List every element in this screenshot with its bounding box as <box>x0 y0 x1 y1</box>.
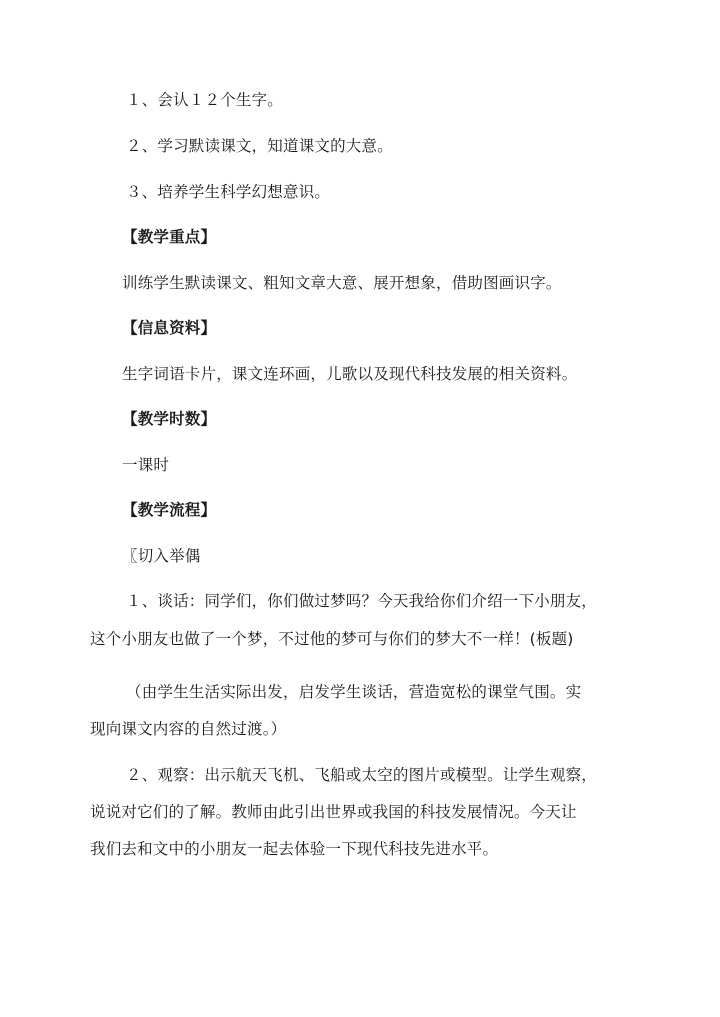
objective-1: １、会认１２个生字。 <box>126 91 284 109</box>
step2-line1: ２、观察：出示航天飞机、飞船或太空的图片或模型。让学生观察， <box>126 766 598 784</box>
step1-line2: 这个小朋友也做了一个梦，不过他的梦可与你们的梦大不一样！(板题) <box>90 630 574 648</box>
materials-heading: 【信息资料】 <box>122 319 217 337</box>
step1-line1: １、谈话：同学们，你们做过梦吗？今天我给你们介绍一下小朋友， <box>126 592 598 610</box>
step2-line2: 说说对它们的了解。教师由此引出世界或我国的科技发展情况。今天让 <box>90 803 577 821</box>
key-points-text: 训练学生默读课文、粗知文章大意、展开想象，借助图画识字。 <box>122 274 562 292</box>
objective-3: ３、培养学生科学幻想意识。 <box>126 183 331 201</box>
key-points-heading: 【教学重点】 <box>122 228 217 246</box>
materials-text: 生字词语卡片，课文连环画，儿歌以及现代科技发展的相关资料。 <box>122 365 578 383</box>
process-heading: 【教学流程】 <box>122 501 217 519</box>
hours-text: 一课时 <box>122 456 170 474</box>
objective-2: ２、学习默读课文，知道课文的大意。 <box>126 137 393 155</box>
intro-label: 〖切入举偶 <box>122 547 201 565</box>
step2-line3: 我们去和文中的小朋友一起去体验一下现代科技先进水平。 <box>90 840 499 858</box>
note-line1: （由学生生活实际出发，启发学生谈话，营造宽松的课堂气围。实 <box>126 683 582 701</box>
hours-heading: 【教学时数】 <box>122 410 217 428</box>
note-line2: 现向课文内容的自然过渡。） <box>90 720 287 738</box>
